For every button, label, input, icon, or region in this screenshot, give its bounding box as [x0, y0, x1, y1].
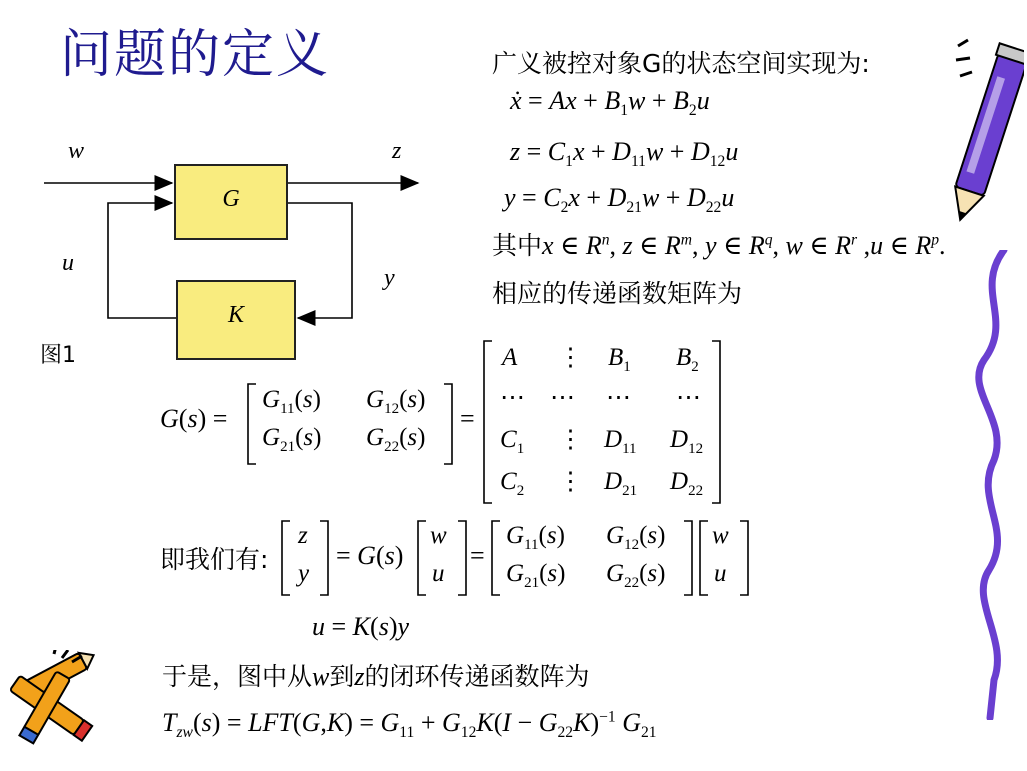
- block-k-label: K: [227, 302, 244, 328]
- tf-intro-text: 相应的传递函数矩阵为: [492, 279, 743, 308]
- equals-sign: =: [470, 541, 485, 570]
- bracket-right: [442, 383, 454, 465]
- lft-equation: $T_{zw}(s) = LFT(G,K) = G_{11} + G_{12}K(I - G_{22}K)^{-1}$ $G_{21}$: [162, 708, 657, 742]
- squiggle-line-icon: [964, 250, 1026, 720]
- closed-loop-intro: 于是，图中从w到z的闭环传递函数阵为: [162, 662, 590, 691]
- we-have-text: 即我们有:: [160, 545, 269, 574]
- bracket-left: [280, 520, 292, 596]
- equals-sign: =: [460, 404, 475, 433]
- controller-block-k: [176, 280, 296, 360]
- feedback-equation: u = K(s)y: [312, 612, 410, 641]
- signal-z-label: z: [392, 138, 402, 164]
- gs-lhs: G(s) =: [160, 404, 228, 433]
- gs-middle: = G(s): [336, 541, 404, 570]
- block-g-label: G: [222, 186, 240, 212]
- dimension-line: 其中x ∈ $R^n$, z ∈ $R^m$, y ∈ $R^q$, w ∈ $R^r$ ,u ∈ $R^p$.: [492, 231, 946, 260]
- plant-intro-text: 广义被控对象G的状态空间实现为:: [492, 49, 870, 78]
- bracket-right: [682, 520, 694, 596]
- bracket-left: [246, 383, 258, 465]
- signal-y-label: y: [384, 265, 395, 291]
- signal-u-label: u: [62, 250, 74, 276]
- figure-label: 图1: [40, 343, 76, 368]
- bracket-left: [490, 520, 502, 596]
- output-z-equation: $z = C_1x + D_{11}w + D_{12}u$: [510, 137, 739, 171]
- bracket-left: [416, 520, 428, 596]
- pencil-icon: [952, 36, 1024, 226]
- output-y-equation: $y = C_2x + D_{21}w + D_{22}u$: [504, 183, 735, 217]
- bracket-right: [456, 520, 468, 596]
- bracket-left: [698, 520, 710, 596]
- pencils-cluster-icon: [2, 650, 110, 766]
- slide-title: 问题的定义: [60, 25, 331, 85]
- arrow-y-feedback: [288, 203, 352, 318]
- plant-block-g: [174, 164, 288, 240]
- state-equation: ẋ = $Ax + B_1w + B_2u$: [510, 86, 710, 120]
- bracket-left: [482, 340, 494, 504]
- bracket-right: [710, 340, 722, 504]
- signal-w-label: w: [68, 138, 85, 164]
- arrow-u-control: [108, 203, 176, 318]
- bracket-right: [738, 520, 750, 596]
- bracket-right: [318, 520, 330, 596]
- where-prefix: 其中: [492, 231, 543, 260]
